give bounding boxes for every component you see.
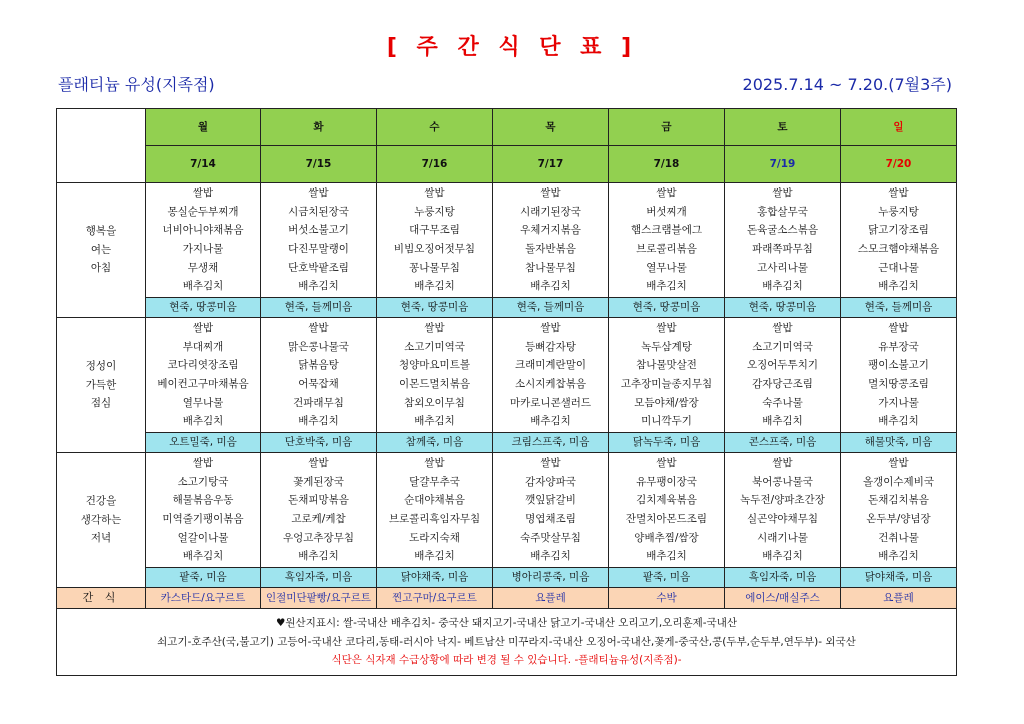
dish-item: 무생채 bbox=[187, 261, 219, 274]
breakfast-day-3-cell bbox=[493, 183, 609, 298]
dish-item: 소고기미역국 bbox=[752, 340, 813, 353]
dish-item: 올갱이수제비국 bbox=[862, 475, 934, 488]
porridge-cell: 닭야채죽, 미음 bbox=[841, 568, 957, 588]
breakfast-day-4-cell bbox=[609, 183, 725, 298]
dish-item: 쌀밥 bbox=[656, 457, 677, 470]
dish-item: 건파래무침 bbox=[293, 396, 344, 409]
lunch-day-5-cell bbox=[725, 318, 841, 433]
dish-item: 쌀밥 bbox=[888, 187, 909, 200]
lunch-day-4-cell bbox=[609, 318, 725, 433]
corner-cell bbox=[57, 109, 146, 183]
dish-item: 시래기나물 bbox=[757, 531, 808, 544]
dish-item: 단호박팥조림 bbox=[288, 261, 349, 274]
dish-item: 배추김치 bbox=[182, 415, 224, 428]
dish-item: 햄스크램블에그 bbox=[630, 224, 702, 237]
dish-item: 버섯찌개 bbox=[646, 205, 687, 218]
date-header-row bbox=[57, 146, 957, 183]
dish-item: 다진무말랭이 bbox=[288, 243, 349, 255]
dish-item: 우엉고추장무침 bbox=[282, 531, 354, 544]
dish-item: 쌀밥 bbox=[540, 187, 561, 200]
dish-item: 순대야채볶음 bbox=[404, 494, 465, 507]
dish-item: 배추김치 bbox=[414, 280, 455, 293]
dish-item: 가지나물 bbox=[182, 243, 224, 255]
dinner-day-4-cell bbox=[609, 453, 725, 568]
snack-cell: 요플레 bbox=[841, 588, 957, 609]
date-tue: 7/15 bbox=[261, 146, 377, 183]
dish-item: 돈채김치볶음 bbox=[868, 494, 929, 507]
dinner-day-6-cell bbox=[841, 453, 957, 568]
dish-item: 녹두전/양파초간장 bbox=[740, 494, 825, 507]
day-thu: 목 bbox=[493, 109, 609, 146]
dish-item: 닭볶음탕 bbox=[298, 359, 339, 372]
dish-item: 어묵잡채 bbox=[298, 378, 339, 390]
dish-item: 돌자반볶음 bbox=[525, 243, 576, 255]
dish-item: 감자당근조림 bbox=[752, 378, 813, 390]
dish-item: 브로콜리볶음 bbox=[636, 243, 697, 255]
porridge-cell: 오트밀죽, 미음 bbox=[146, 433, 261, 453]
page-title: [ 주 간 식 단 표 ] bbox=[386, 35, 638, 60]
dinner-day-5-cell bbox=[725, 453, 841, 568]
dish-item: 배추김치 bbox=[530, 415, 571, 428]
meal-label-line: 행복을 bbox=[85, 225, 117, 238]
porridge-cell: 현죽, 들께미음 bbox=[261, 298, 377, 318]
dish-item: 잔멸치아몬드조림 bbox=[625, 513, 708, 525]
porridge-cell: 참께죽, 미음 bbox=[377, 433, 493, 453]
breakfast-day-0-cell bbox=[146, 183, 261, 298]
dish-item: 소시지케찹볶음 bbox=[514, 378, 586, 390]
dish-item: 고사리나물 bbox=[757, 261, 808, 274]
lunch-day-2-cell bbox=[377, 318, 493, 433]
dish-item: 미니깍두기 bbox=[641, 415, 692, 428]
dinner-items-row bbox=[57, 453, 957, 568]
day-tue: 화 bbox=[261, 109, 377, 146]
breakfast-porridge-row bbox=[57, 298, 957, 318]
porridge-cell: 크림스프죽, 미음 bbox=[493, 433, 609, 453]
snack-cell: 인절미단팥빵/요구르트 bbox=[261, 588, 377, 609]
dish-item: 쌀밥 bbox=[192, 187, 214, 200]
porridge-cell: 현죽, 들께미음 bbox=[493, 298, 609, 318]
dish-item: 김치제육볶음 bbox=[636, 494, 697, 507]
dinner-day-3-cell bbox=[493, 453, 609, 568]
day-wed: 수 bbox=[377, 109, 493, 146]
meal-label-line: 정성이 bbox=[85, 360, 117, 373]
dish-item: 이몬드멸치볶음 bbox=[398, 378, 470, 390]
dish-item: 쌀밥 bbox=[308, 187, 329, 200]
origin-line-2: 쇠고기-호주산(국,불고기) 고등어-국내산 코다리,동태-러시아 낙지- 베트남산 미꾸라지-국내산 오징어-국내산,꽃게-중국산,콩(두부,순두부,연두부)- 외국산 bbox=[157, 635, 856, 648]
porridge-cell: 콘스프죽, 미음 bbox=[725, 433, 841, 453]
dish-item: 가지나물 bbox=[878, 396, 919, 409]
dish-item: 배추김치 bbox=[878, 280, 919, 293]
dinner-porridge-row bbox=[57, 568, 957, 588]
porridge-cell: 현죽, 들께미음 bbox=[841, 298, 957, 318]
breakfast-day-5-cell bbox=[725, 183, 841, 298]
snack-cell: 에이스/매실주스 bbox=[725, 588, 841, 609]
dish-item: 숙주맛살무침 bbox=[520, 531, 581, 544]
breakfast-label bbox=[57, 183, 146, 318]
dish-item: 쌀밥 bbox=[540, 322, 561, 335]
dish-item: 돈육굴소스볶음 bbox=[746, 224, 818, 237]
dish-item: 배추김치 bbox=[762, 415, 803, 428]
snack-row bbox=[57, 588, 957, 609]
dish-item: 쌀밥 bbox=[888, 457, 909, 470]
dish-item: 배추김치 bbox=[762, 550, 803, 563]
meal-label-line: 가득한 bbox=[85, 378, 117, 391]
dish-item: 누룽지탕 bbox=[878, 205, 919, 218]
lunch-label bbox=[57, 318, 146, 453]
dish-item: 배추김치 bbox=[646, 550, 687, 563]
dish-item: 우체거지볶음 bbox=[520, 224, 581, 237]
lunch-porridge-row bbox=[57, 433, 957, 453]
date-sat: 7/19 bbox=[725, 146, 841, 183]
porridge-cell: 현죽, 땅콩미음 bbox=[377, 298, 493, 318]
dinner-day-0-cell bbox=[146, 453, 261, 568]
dish-item: 등뼈감자탕 bbox=[525, 340, 576, 353]
dish-item: 청양마요미트볼 bbox=[398, 359, 470, 372]
porridge-cell: 해물맛죽, 미음 bbox=[841, 433, 957, 453]
dish-item: 쌀밥 bbox=[424, 187, 445, 200]
dish-item: 북어콩나물국 bbox=[752, 475, 813, 488]
meal-label-line: 생각하는 bbox=[80, 513, 122, 526]
dish-item: 배추김치 bbox=[414, 415, 455, 428]
porridge-cell: 닭녹두죽, 미음 bbox=[609, 433, 725, 453]
dish-item: 열무나물 bbox=[646, 261, 687, 274]
dish-item: 고추장미늘종지무침 bbox=[620, 378, 713, 390]
snack-cell: 찐고구마/요구르트 bbox=[377, 588, 493, 609]
dish-item: 배추김치 bbox=[530, 550, 571, 563]
day-sun: 일 bbox=[841, 109, 957, 146]
dish-item: 오징어두투치기 bbox=[746, 359, 818, 372]
dish-item: 버섯소불고기 bbox=[288, 224, 349, 237]
breakfast-day-2-cell bbox=[377, 183, 493, 298]
dish-item: 감자양파국 bbox=[525, 475, 576, 488]
dish-item: 배추김치 bbox=[182, 550, 224, 563]
breakfast-items-row bbox=[57, 183, 957, 298]
dish-item: 마카로니콘샐러드 bbox=[509, 396, 592, 409]
date-thu: 7/17 bbox=[493, 146, 609, 183]
date-wed: 7/16 bbox=[377, 146, 493, 183]
dish-item: 고로케/케찹 bbox=[291, 513, 346, 525]
dish-item: 쌀밥 bbox=[424, 457, 445, 470]
porridge-cell: 닭야채죽, 미음 bbox=[377, 568, 493, 588]
dish-item: 너비아니야채볶음 bbox=[162, 224, 244, 237]
dish-item: 쌀밥 bbox=[308, 322, 329, 335]
dish-item: 배추김치 bbox=[298, 415, 339, 428]
breakfast-day-6-cell bbox=[841, 183, 957, 298]
dish-item: 대구무조림 bbox=[409, 224, 460, 237]
dish-item: 소고기미역국 bbox=[404, 340, 465, 353]
day-mon: 월 bbox=[146, 109, 261, 146]
dish-item: 건취나물 bbox=[878, 531, 919, 544]
day-header-row bbox=[57, 109, 957, 146]
dish-item: 멸치땅콩조림 bbox=[868, 378, 929, 390]
meal-label-line: 아침 bbox=[90, 262, 112, 275]
dish-item: 홍합살무국 bbox=[757, 205, 808, 218]
dish-item: 시래기된장국 bbox=[520, 205, 581, 218]
porridge-cell: 현죽, 땅콩미음 bbox=[609, 298, 725, 318]
dish-item: 온두부/양념장 bbox=[866, 513, 931, 525]
dish-item: 배추김치 bbox=[182, 280, 224, 293]
dish-item: 명엽채조림 bbox=[525, 513, 576, 525]
dish-item: 돈채피망볶음 bbox=[288, 494, 349, 507]
dish-item: 배추김치 bbox=[878, 415, 919, 428]
dish-item: 유부장국 bbox=[878, 340, 919, 353]
date-sun: 7/20 bbox=[841, 146, 957, 183]
dish-item: 시금치된장국 bbox=[288, 205, 349, 218]
dish-item: 유무팽이장국 bbox=[636, 475, 697, 488]
dish-item: 실곤약야채무침 bbox=[746, 513, 818, 525]
day-fri: 금 bbox=[609, 109, 725, 146]
date-fri: 7/18 bbox=[609, 146, 725, 183]
dish-item: 양배추찜/쌈장 bbox=[634, 531, 699, 544]
dish-item: 배추김치 bbox=[530, 280, 571, 293]
dish-item: 쌀밥 bbox=[308, 457, 329, 470]
date-mon: 7/14 bbox=[146, 146, 261, 183]
breakfast-day-1-cell bbox=[261, 183, 377, 298]
footer-row bbox=[57, 609, 957, 676]
dish-item: 부대찌개 bbox=[182, 340, 224, 353]
dish-item: 쌀밥 bbox=[888, 322, 909, 335]
dish-item: 쌀밥 bbox=[656, 187, 677, 200]
snack-cell: 카스타드/요구르트 bbox=[146, 588, 261, 609]
dish-item: 스모크햄야채볶음 bbox=[857, 243, 940, 255]
porridge-cell: 흑임자죽, 미음 bbox=[725, 568, 841, 588]
dinner-day-1-cell bbox=[261, 453, 377, 568]
lunch-day-3-cell bbox=[493, 318, 609, 433]
origin-line-1: ♥원산지표시: 쌀-국내산 배추김치- 중국산 돼지고기-국내산 닭고기-국내산 오리고기,오리훈제-국내산 bbox=[276, 617, 737, 630]
snack-cell: 요플레 bbox=[493, 588, 609, 609]
dish-item: 크래미계란말이 bbox=[514, 359, 586, 372]
dish-item: 꽃게된장국 bbox=[293, 475, 344, 488]
meal-label-line: 건강을 bbox=[85, 495, 117, 508]
dish-item: 참나물무침 bbox=[525, 261, 576, 274]
lunch-day-0-cell bbox=[146, 318, 261, 433]
dish-item: 배추김치 bbox=[414, 550, 455, 563]
dish-item: 쌀밥 bbox=[540, 457, 561, 470]
porridge-cell: 병아리콩죽, 미음 bbox=[493, 568, 609, 588]
meal-label-line: 점심 bbox=[90, 397, 112, 410]
dish-item: 쌀밥 bbox=[772, 322, 793, 335]
origin-notice-cell bbox=[57, 609, 957, 676]
dish-item: 코다리엿장조림 bbox=[167, 359, 239, 372]
dish-item: 쌀밥 bbox=[772, 187, 793, 200]
dish-item: 도라지숙채 bbox=[409, 531, 460, 544]
dish-item: 숙주나물 bbox=[762, 396, 803, 409]
porridge-cell: 현죽, 땅콩미음 bbox=[146, 298, 261, 318]
dish-item: 깻잎닭갈비 bbox=[525, 494, 576, 507]
porridge-cell: 흑임자죽, 미음 bbox=[261, 568, 377, 588]
dish-item: 쌀밥 bbox=[192, 457, 214, 470]
weekly-menu-table bbox=[56, 108, 957, 676]
dinner-day-2-cell bbox=[377, 453, 493, 568]
change-notice: 식단은 식자재 수급상황에 따라 변경 될 수 있습니다. -플래티늄유성(지족점)- bbox=[331, 654, 682, 667]
dish-item: 몽실순두부찌개 bbox=[167, 205, 239, 218]
dish-item: 쌀밥 bbox=[192, 322, 214, 335]
lunch-day-1-cell bbox=[261, 318, 377, 433]
dish-item: 배추김치 bbox=[298, 550, 339, 563]
meal-label-line: 여는 bbox=[90, 243, 112, 256]
period-range: 2025.7.14 ~ 7.20.(7월3주) bbox=[742, 75, 952, 94]
dish-item: 배추김치 bbox=[762, 280, 803, 293]
snack-cell: 수박 bbox=[609, 588, 725, 609]
dish-item: 얼갈이나물 bbox=[177, 531, 229, 544]
meal-label-line: 저녁 bbox=[90, 532, 112, 545]
porridge-cell: 팥죽, 미음 bbox=[146, 568, 261, 588]
porridge-cell: 단호박죽, 미음 bbox=[261, 433, 377, 453]
store-name: 플래티늄 유성(지족점) bbox=[58, 75, 215, 94]
dish-item: 열무나물 bbox=[182, 396, 224, 409]
lunch-day-6-cell bbox=[841, 318, 957, 433]
dish-item: 배추김치 bbox=[298, 280, 339, 293]
dish-item: 쌀밥 bbox=[656, 322, 677, 335]
dish-item: 쌀밥 bbox=[772, 457, 793, 470]
dish-item: 해물볶음우동 bbox=[172, 494, 234, 507]
dish-item: 달걀무추국 bbox=[409, 475, 460, 488]
dish-item: 파래쪽파무침 bbox=[752, 243, 813, 255]
dish-item: 닭고기장조림 bbox=[868, 224, 929, 237]
dish-item: 참나물맛살전 bbox=[636, 359, 697, 372]
porridge-cell: 팥죽, 미음 bbox=[609, 568, 725, 588]
dish-item: 모듬야채/쌈장 bbox=[634, 396, 699, 409]
dish-item: 배추김치 bbox=[646, 280, 687, 293]
dish-item: 녹두삼계탕 bbox=[641, 340, 692, 353]
porridge-cell: 현죽, 땅콩미음 bbox=[725, 298, 841, 318]
lunch-items-row bbox=[57, 318, 957, 433]
dish-item: 소고기탕국 bbox=[177, 475, 229, 488]
dish-item: 배추김치 bbox=[878, 550, 919, 563]
dish-item: 비빔오징어젓무침 bbox=[393, 243, 476, 255]
dish-item: 누룽지탕 bbox=[414, 205, 455, 218]
dinner-label bbox=[57, 453, 146, 588]
dish-item: 브로콜리흑임자무침 bbox=[388, 513, 481, 525]
dish-item: 꽁나물무침 bbox=[409, 261, 460, 274]
dish-item: 미역줄기팽이볶음 bbox=[162, 513, 244, 525]
day-sat: 토 bbox=[725, 109, 841, 146]
dish-item: 맑은콩나물국 bbox=[288, 340, 349, 353]
dish-item: 팽이소불고기 bbox=[868, 359, 929, 372]
dish-item: 근대나물 bbox=[878, 261, 919, 274]
dish-item: 참외오이무침 bbox=[404, 396, 465, 409]
dish-item: 쌀밥 bbox=[424, 322, 445, 335]
dish-item: 베이컨고구마채볶음 bbox=[157, 378, 249, 390]
snack-label: 간 식 bbox=[57, 588, 146, 609]
